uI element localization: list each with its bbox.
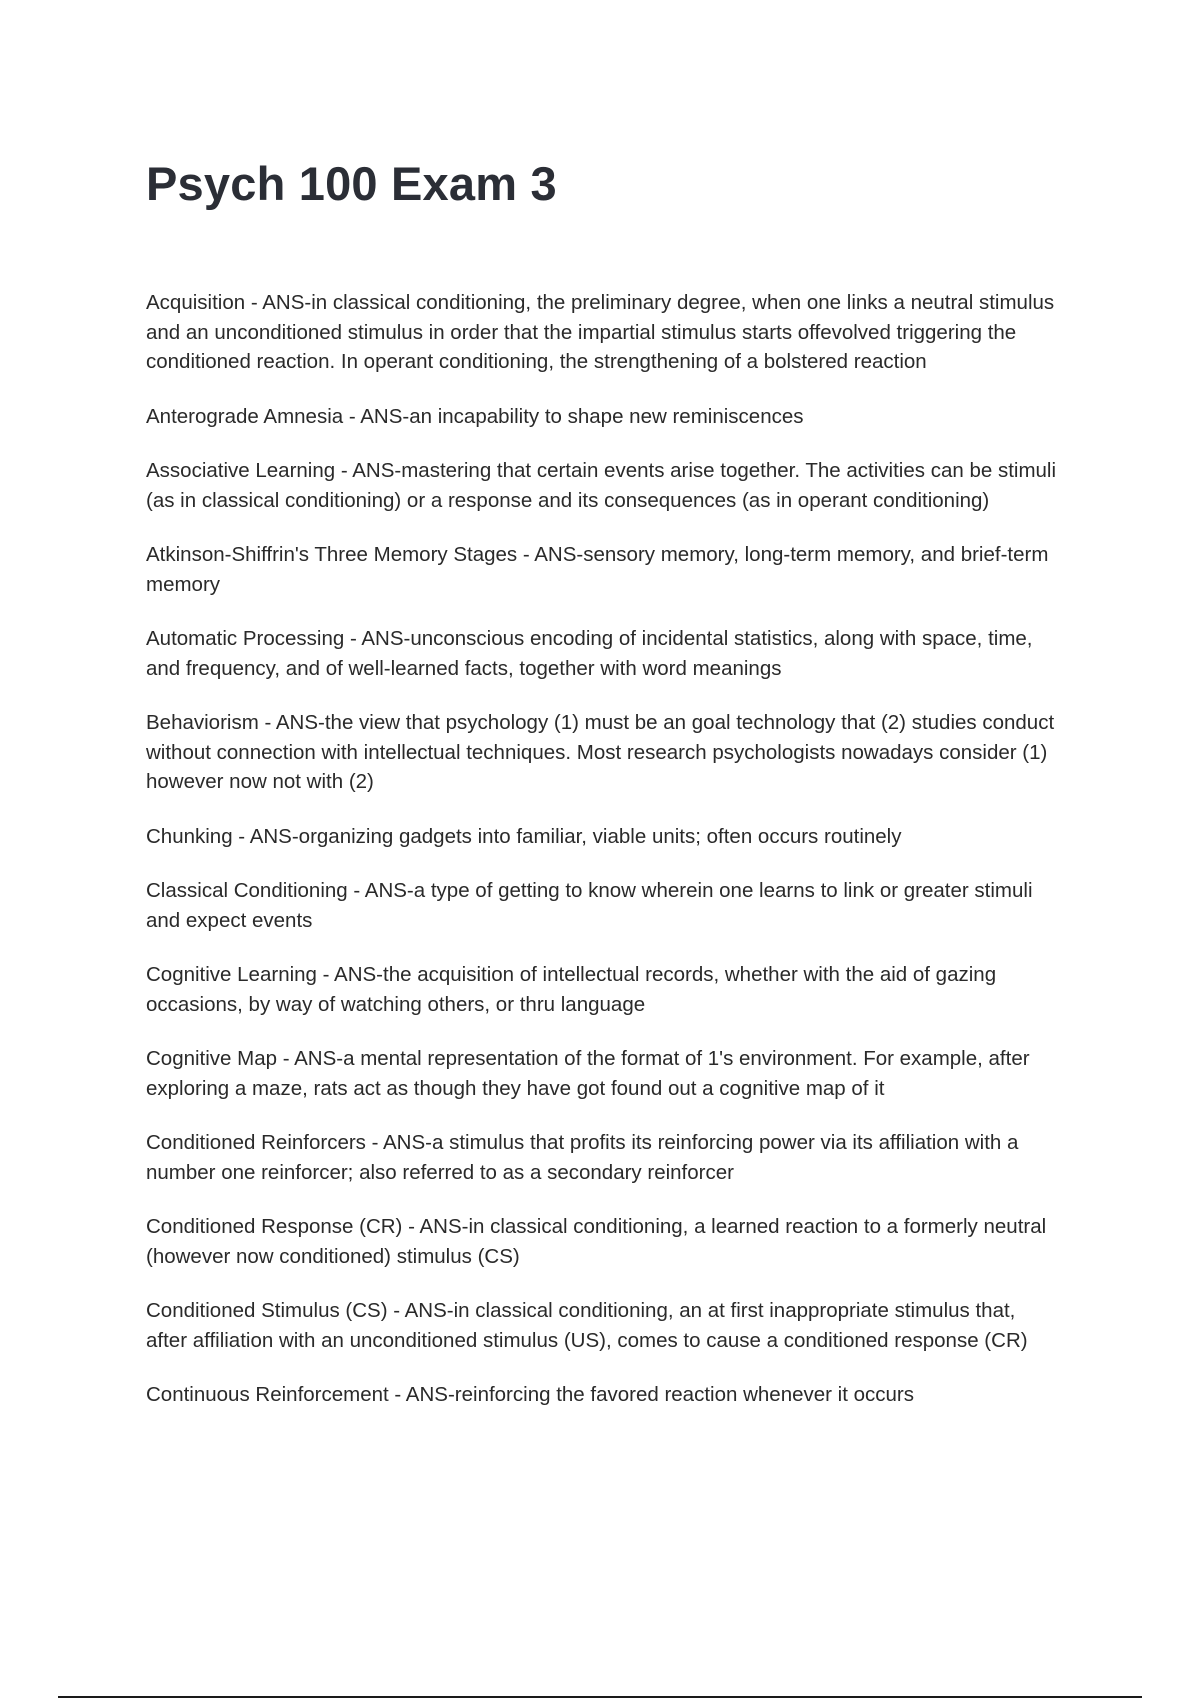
entry-associative-learning: Associative Learning - ANS-mastering that certain events arise together. The activities can be stimuli (as in classical conditioning) or a response and its consequences (as in operant conditioning)	[146, 459, 1057, 512]
entry-automatic-processing: Automatic Processing - ANS-unconscious encoding of incidental statistics, along with space, time, and frequency, and of well-learned facts, together with word meanings	[146, 627, 1033, 680]
entry-behaviorism: Behaviorism - ANS-the view that psychology (1) must be an goal technology that (2) studies conduct without connection with intellectual techniques. Most research psychologists nowadays consider (1) however now not with (2)	[146, 711, 1055, 793]
page-bottom-rule	[58, 1696, 1142, 1698]
entry-cognitive-map: Cognitive Map - ANS-a mental representation of the format of 1's environment. For example, after exploring a maze, rats act as though they have got found out a cognitive map of it	[146, 1047, 1030, 1100]
entry-anterograde-amnesia: Anterograde Amnesia - ANS-an incapability to shape new reminiscences	[146, 404, 804, 428]
document-title: Psych 100 Exam 3	[146, 157, 557, 210]
entry-conditioned-stimulus: Conditioned Stimulus (CS) - ANS-in classical conditioning, an at first inappropriate stimulus that, after affiliation with an unconditioned stimulus (US), comes to cause a conditioned response (CR)	[146, 1299, 1028, 1352]
entry-conditioned-response: Conditioned Response (CR) - ANS-in classical conditioning, a learned reaction to a formerly neutral (however now conditioned) stimulus (CS)	[146, 1215, 1047, 1268]
entry-list	[146, 288, 1061, 1410]
entry-classical-conditioning: Classical Conditioning - ANS-a type of getting to know wherein one learns to link or greater stimuli and expect events	[146, 879, 1033, 932]
entry-atkinson-shiffrin: Atkinson-Shiffrin's Three Memory Stages - ANS-sensory memory, long-term memory, and brief-term memory	[146, 543, 1049, 596]
entry-conditioned-reinforcers: Conditioned Reinforcers - ANS-a stimulus that profits its reinforcing power via its affiliation with a number one reinforcer; also referred to as a secondary reinforcer	[146, 1131, 1019, 1184]
entry-acquisition: Acquisition - ANS-in classical conditioning, the preliminary degree, when one links a neutral stimulus and an unconditioned stimulus in order that the impartial stimulus starts offevolved triggering the conditioned reaction. In operant conditioning, the strengthening of a bolstered reaction	[146, 291, 1055, 373]
entry-continuous-reinforcement: Continuous Reinforcement - ANS-reinforcing the favored reaction whenever it occurs	[146, 1383, 914, 1406]
entry-cognitive-learning: Cognitive Learning - ANS-the acquisition of intellectual records, whether with the aid of gazing occasions, by way of watching others, or thru language	[146, 963, 997, 1016]
entry-chunking: Chunking - ANS-organizing gadgets into familiar, viable units; often occurs routinely	[146, 824, 902, 848]
